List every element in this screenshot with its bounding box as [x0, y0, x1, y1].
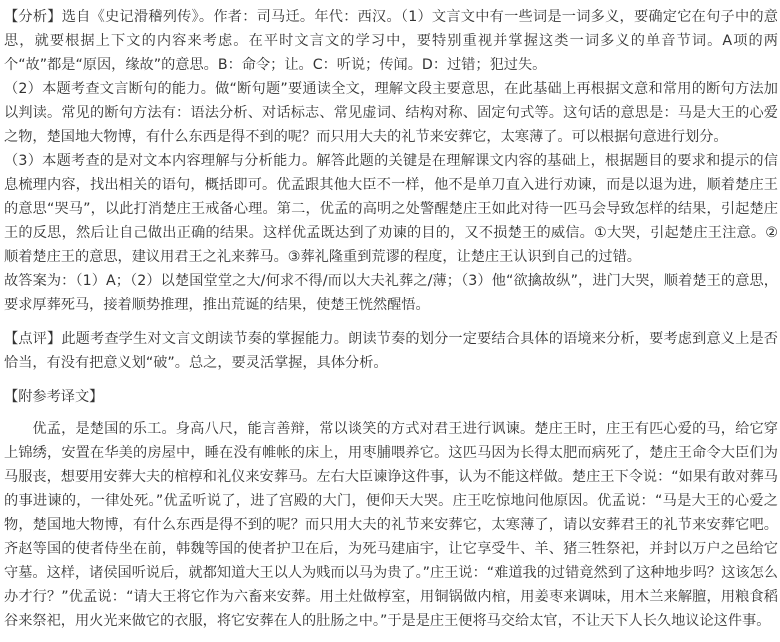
comment-section [4, 327, 778, 375]
translation-heading: 【附参考译文】 [4, 389, 104, 405]
section-spacer [4, 409, 778, 417]
analysis-paragraph-1: 【分析】选自《史记滑稽列传》。作者：司马迁。年代：西汉。（1）文言文中有一些词是一词多义，要确定它在句子中的意思，就要根据上下文的内容来考虑。在平时文言文的学习中，要特别重视并掌握这类一词多义的单音节词。A项的两个“故”都是“原因，缘故”的意思。B：命令；让。C：听说；传闻。D：过错；犯过失。 [4, 9, 778, 73]
translation-section [4, 385, 778, 633]
comment-paragraph: 【点评】此题考查学生对文言文朗读节奏的掌握能力。朗读节奏的划分一定要结合具体的语境来分析，要考虑到意义上是否恰当，有没有把意义划“破”。总之，要灵活掌握，具体分析。 [4, 331, 778, 371]
analysis-section [4, 5, 778, 317]
section-spacer [4, 317, 778, 327]
analysis-paragraph-3: （3）本题考查的是对文本内容理解与分析能力。解答此题的关键是在理解课文内容的基础上，根据题目的要求和提示的信息梳理内容，找出相关的语句，概括即可。优孟跟其他大臣不一样，他不是单刀直入进行劝谏，而是以退为进，顺着楚庄王的意思“哭马”，以此打消楚庄王戒备心理。第二，优孟的高明之处警醒楚庄王如此对待一匹马会导致怎样的结果，引起楚庄王的反思，然后让自己做出正确的结果。这样优孟既达到了劝谏的目的，又不损楚王的威信。①大哭，引起楚庄王注意。②顺着楚庄王的意思，建议用君王之礼来葬马。③葬礼隆重到荒谬的程度，让楚庄王认识到自己的过错。 [4, 153, 778, 265]
translation-paragraph: 优孟，是楚国的乐工。身高八尺，能言善辩，常以谈笑的方式对君王进行讽谏。楚庄王时，庄王有匹心爱的马，给它穿上锦绣，安置在华美的房屋中，睡在没有帷帐的床上，用枣脯喂养它。这匹马因为长得太肥而病死了，楚庄王命令大臣们为马服丧，想要用安葬大夫的棺椁和礼仪来安葬马。左右大臣谏诤这件事，认为不能这样做。楚庄王下令说：“如果有敢对葬马的事进谏的，一律处死。”优孟听说了，进了宫殿的大门，便仰天大哭。庄王吃惊地问他原因。优孟说：“马是大王的心爱之物，楚国地大物博，有什么东西是得不到的呢？而只用大夫的礼节来安葬它，太寒薄了，请以安葬君王的礼节来安葬它吧。齐赵等国的使者侍坐在前，韩魏等国的使者护卫在后，为死马建庙宇，让它享受牛、羊、猪三牲祭祀，并封以万户之邑给它守墓。这样，诸侯国听说后，就都知道大王以人为贱而以马为贵了。”庄王说：“难道我的过错竟然到了这种地步吗？这该怎么办才行？”优孟说：“请大王将它作为六畜来安葬。用土灶做椁室，用铜锅做内棺，用姜枣来调味，用木兰来解膻，用粮食稻谷来祭祀，用火光来做它的衣服，将它安葬在人的肚肠之中。”于是是庄王便将马交给太官，不让天下人长久地议论这件事。 [4, 421, 778, 629]
answer-paragraph: 故答案为：（1）A；（2）以楚国堂堂之大/何求不得/而以大夫礼葬之/薄；（3）他“欲擒故纵”，进门大哭，顺着楚王的意思，要求厚葬死马，接着顺势推理，推出荒诞的结果，使楚王恍然醒悟。 [4, 273, 778, 313]
section-spacer [4, 375, 778, 385]
analysis-paragraph-2: （2）本题考查文言断句的能力。做“断句题”要通读全文，理解文段主要意思，在此基础上再根据文意和常用的断句方法加以判读。常见的断句方法有：语法分析、对话标志、常见虚词、结构对称、固定句式等。这句话的意思是：马是大王的心爱之物，楚国地大物博，有什么东西是得不到的呢？而只用大夫的礼节来安葬它，太寒薄了。可以根据句意进行划分。 [4, 81, 778, 145]
